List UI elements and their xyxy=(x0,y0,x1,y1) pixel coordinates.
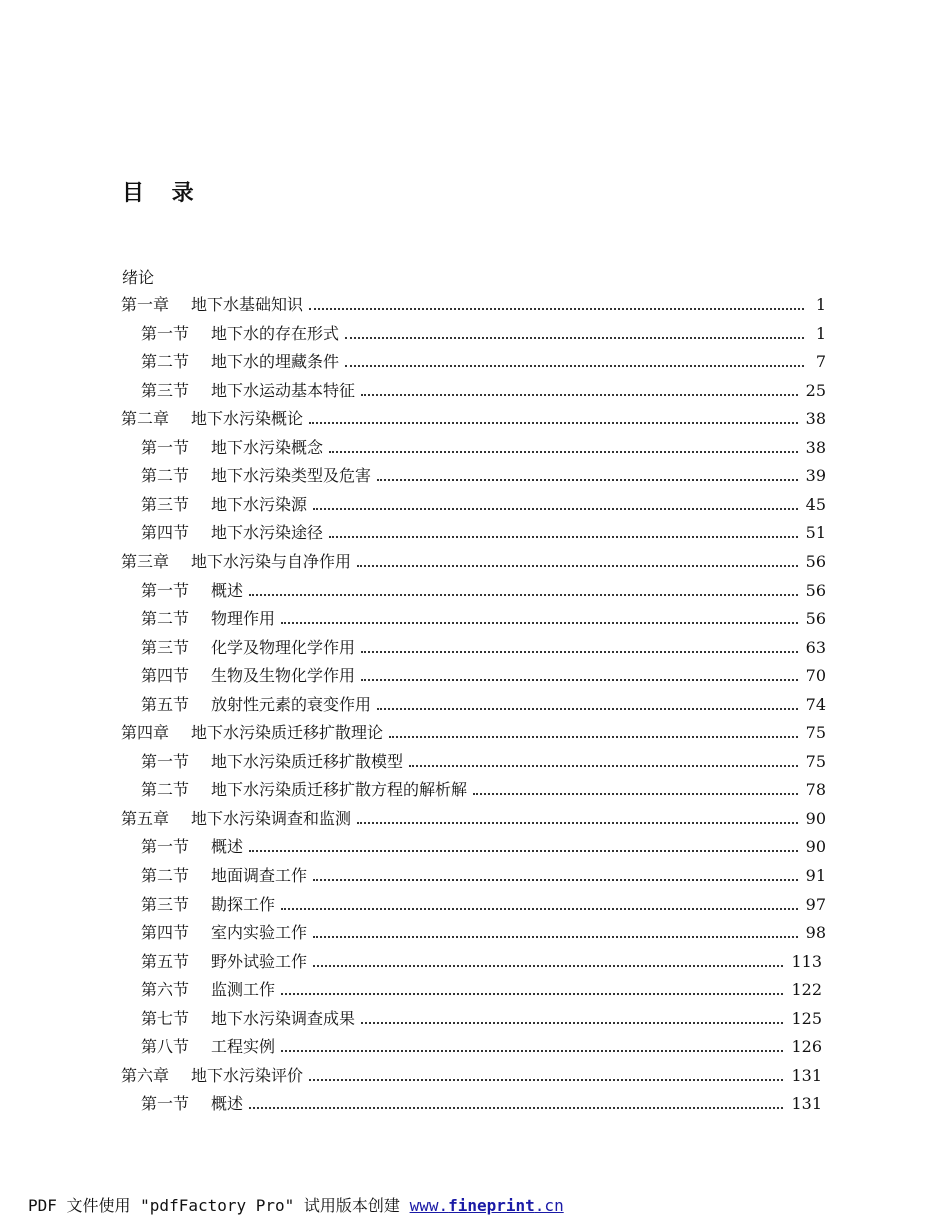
toc-entry-page: 98 xyxy=(805,923,826,943)
toc-leader-dots xyxy=(357,820,798,824)
toc-section-row xyxy=(141,348,826,376)
toc-entry-page: 78 xyxy=(805,780,826,800)
toc-entry-label xyxy=(121,548,351,576)
toc-entry-label xyxy=(141,1033,275,1061)
toc-leader-dots xyxy=(281,991,783,995)
toc-entry-number: 第一节 xyxy=(141,437,190,457)
toc-entry-page: 125 xyxy=(791,1008,822,1028)
page-title: 目 录 xyxy=(122,180,204,206)
toc-section-row xyxy=(141,577,826,605)
toc-leader-dots xyxy=(345,335,804,339)
toc-entry-title: 放射性元素的衰变作用 xyxy=(211,694,372,714)
toc-entry-title: 地下水污染概念 xyxy=(211,437,324,457)
toc-entry-title: 监测工作 xyxy=(211,980,276,1000)
toc-entry-label xyxy=(141,748,403,776)
toc-entry-page: 122 xyxy=(791,980,822,1000)
toc-leader-dots xyxy=(249,848,798,852)
toc-entry-label xyxy=(141,462,371,490)
toc-entry-title: 地下水的埋藏条件 xyxy=(211,352,340,372)
toc-section-row xyxy=(141,976,822,1004)
footer-link-brand: fineprint xyxy=(448,1196,535,1215)
toc-entry-label xyxy=(141,605,275,633)
toc-entry-number: 第一节 xyxy=(141,837,190,857)
toc-entry-number: 第二节 xyxy=(141,352,190,372)
toc-entry-title: 地下水运动基本特征 xyxy=(211,380,356,400)
toc-chapter-row xyxy=(121,805,826,833)
toc-entry-label xyxy=(141,348,339,376)
toc-entry-label xyxy=(141,691,371,719)
toc-section-row xyxy=(141,862,826,890)
toc-entry-number: 第一节 xyxy=(141,323,190,343)
toc-leader-dots xyxy=(361,677,798,681)
toc-entry-title: 概述 xyxy=(211,580,244,600)
toc-leader-dots xyxy=(281,906,798,910)
toc-section-row xyxy=(141,748,826,776)
toc-chapter-row xyxy=(121,548,826,576)
toc-entry-page: 51 xyxy=(805,523,826,543)
toc-entry-number: 第四节 xyxy=(141,666,190,686)
toc-leader-dots xyxy=(249,1105,783,1109)
toc-entry-label xyxy=(141,862,307,890)
toc-leader-dots xyxy=(329,534,798,538)
toc-entry-label xyxy=(121,719,383,747)
toc-entry-title: 化学及物理化学作用 xyxy=(211,637,356,657)
toc-entry-number: 第五节 xyxy=(141,951,190,971)
toc-entry-label xyxy=(121,405,303,433)
toc-entry-label xyxy=(141,891,275,919)
toc-leader-dots xyxy=(329,449,798,453)
toc-entry-title: 地下水污染概论 xyxy=(191,409,304,429)
footer xyxy=(28,1193,564,1216)
toc-entry-title: 地下水污染评价 xyxy=(191,1065,304,1085)
toc-entry-title: 地下水污染质迁移扩散理论 xyxy=(191,723,384,743)
toc-leader-dots xyxy=(377,706,798,710)
toc-leader-dots xyxy=(309,1077,783,1081)
toc-entry-number: 第二节 xyxy=(141,466,190,486)
toc-section-row xyxy=(141,1090,822,1118)
toc-entry-page: 75 xyxy=(805,751,826,771)
toc-section-row xyxy=(141,1005,822,1033)
toc-entry-page: 38 xyxy=(805,437,826,457)
toc-entry-page: 131 xyxy=(791,1094,822,1114)
toc-entry-number: 第一节 xyxy=(141,580,190,600)
toc-entry-page: 45 xyxy=(805,494,826,514)
toc-entry-title: 地下水污染与自净作用 xyxy=(191,551,352,571)
toc-entry-number: 第八节 xyxy=(141,1037,190,1057)
toc-entry-label xyxy=(141,634,355,662)
toc-entry-label xyxy=(121,291,303,319)
toc-entry-page: 63 xyxy=(805,637,826,657)
toc-entry-page: 131 xyxy=(791,1065,822,1085)
toc-entry-number: 第二节 xyxy=(141,780,190,800)
toc-leader-dots xyxy=(309,420,798,424)
toc-leader-dots xyxy=(281,620,798,624)
toc-entry-number: 第三节 xyxy=(141,380,190,400)
toc-section-row xyxy=(141,320,826,348)
toc-entry-number: 第三节 xyxy=(141,894,190,914)
toc-section-row xyxy=(141,605,826,633)
toc-entry-label xyxy=(121,1062,303,1090)
toc-entry-title: 工程实例 xyxy=(211,1037,276,1057)
toc-section-row xyxy=(141,948,822,976)
toc-section-row xyxy=(141,776,826,804)
toc-leader-dots xyxy=(361,392,798,396)
toc-section-row xyxy=(141,833,826,861)
toc-leader-dots xyxy=(249,592,798,596)
toc-entry-page: 113 xyxy=(791,951,822,971)
toc-section-row xyxy=(141,662,826,690)
toc-entry-page: 91 xyxy=(805,866,826,885)
toc-section-row xyxy=(141,634,826,662)
toc-entry-title: 地下水污染调查和监测 xyxy=(191,808,352,828)
toc-entry-page: 126 xyxy=(791,1037,822,1057)
toc-section-row xyxy=(141,891,826,919)
toc-chapter-row xyxy=(121,405,826,433)
toc-entry-label xyxy=(121,805,351,833)
toc-entry-number: 第二节 xyxy=(141,609,190,629)
toc-entry-number: 第五章 xyxy=(121,808,170,828)
toc-entry-number: 第二章 xyxy=(121,409,170,429)
toc-entry-title: 地下水污染类型及危害 xyxy=(211,466,372,486)
toc-entry-page: 70 xyxy=(805,666,826,686)
toc-leader-dots xyxy=(473,791,798,795)
toc-entry-label xyxy=(141,976,275,1004)
toc-entry-label xyxy=(141,519,323,547)
toc-section-row xyxy=(141,919,826,947)
toc-section-row xyxy=(141,1033,822,1061)
toc-entry-page: 97 xyxy=(805,894,826,914)
toc-leader-dots xyxy=(389,734,798,738)
toc-leader-dots xyxy=(313,506,798,510)
toc-entry-page: 90 xyxy=(805,837,826,857)
toc-section-row xyxy=(141,491,826,519)
toc-entry-label xyxy=(141,833,243,861)
toc-entry-label xyxy=(141,434,323,462)
toc-section-row xyxy=(141,519,826,547)
toc-entry-label xyxy=(141,776,467,804)
toc-leader-dots xyxy=(377,477,798,481)
toc-entry-title: 地下水污染途径 xyxy=(211,523,324,543)
toc-entry-title: 生物及生物化学作用 xyxy=(211,666,356,686)
toc-entry-label xyxy=(141,577,243,605)
toc-leader-dots xyxy=(313,963,783,967)
toc-leader-dots xyxy=(313,877,798,881)
toc-entry-title: 地下水的存在形式 xyxy=(211,323,340,343)
footer-link-www: www. xyxy=(409,1196,449,1215)
toc-leader-dots xyxy=(357,563,798,567)
toc-entry-page: 1 xyxy=(815,323,826,343)
toc-entry-number: 第六章 xyxy=(121,1065,170,1085)
toc-entry-page: 39 xyxy=(805,466,826,486)
toc-leader-dots xyxy=(313,934,798,938)
toc-entry-number: 第一章 xyxy=(121,295,170,314)
toc-leader-dots xyxy=(345,363,804,367)
toc-entry-number: 第一节 xyxy=(141,751,190,771)
toc-entry-title: 地下水污染质迁移扩散方程的解析解 xyxy=(211,780,468,800)
toc-section-row xyxy=(141,377,826,405)
toc-entry-label xyxy=(141,919,307,947)
toc-entry-number: 第六节 xyxy=(141,980,190,1000)
toc-entry-page: 90 xyxy=(805,808,826,828)
toc-section-row xyxy=(141,691,826,719)
toc-section-row xyxy=(141,434,826,462)
toc-entry-number: 第七节 xyxy=(141,1008,190,1028)
toc-entry-page: 74 xyxy=(805,694,826,714)
toc-entry-number: 第三节 xyxy=(141,494,190,514)
toc-chapter-row xyxy=(121,291,826,319)
toc-entry-label xyxy=(141,1090,243,1118)
toc-chapter-row xyxy=(121,719,826,747)
toc-entry-title: 室内实验工作 xyxy=(211,923,308,943)
toc-entry-title: 地下水污染源 xyxy=(211,494,308,514)
toc-entry-title: 地下水污染调查成果 xyxy=(211,1008,356,1028)
toc-entry-number: 第四章 xyxy=(121,723,170,743)
toc-leader-dots xyxy=(281,1048,783,1052)
toc-entry-page: 1 xyxy=(815,295,826,314)
toc-entry-title: 地面调查工作 xyxy=(211,866,308,885)
toc-entry-page: 56 xyxy=(805,609,826,629)
toc-entry-page: 38 xyxy=(805,409,826,429)
toc-leader-dots xyxy=(361,649,798,653)
toc-entry-title: 概述 xyxy=(211,837,244,857)
toc-entry-page: 25 xyxy=(805,380,826,400)
toc-entry-label xyxy=(141,491,307,519)
footer-link-tld: .cn xyxy=(534,1196,564,1215)
toc-section-row xyxy=(141,462,826,490)
toc-entry-number: 第三节 xyxy=(141,637,190,657)
toc-entry-label xyxy=(141,1005,355,1033)
toc-entry-label xyxy=(141,948,307,976)
toc-heading-intro: 绪论 xyxy=(122,268,155,287)
toc-entry-number: 第五节 xyxy=(141,694,190,714)
toc-entry-title: 野外试验工作 xyxy=(211,951,308,971)
toc-entry-title: 概述 xyxy=(211,1094,244,1114)
toc-entry-label xyxy=(141,320,339,348)
toc-entry-number: 第四节 xyxy=(141,923,190,943)
toc-leader-dots xyxy=(361,1020,783,1024)
toc-leader-dots xyxy=(409,763,798,767)
toc-entry-number: 第四节 xyxy=(141,523,190,543)
toc-entry-page: 75 xyxy=(805,723,826,743)
toc-chapter-row xyxy=(121,1062,822,1090)
footer-link[interactable] xyxy=(410,1196,564,1215)
footer-text: PDF 文件使用 "pdfFactory Pro" 试用版本创建 xyxy=(28,1196,410,1215)
toc-entry-page: 7 xyxy=(815,352,826,372)
toc-entry-title: 勘探工作 xyxy=(211,894,276,914)
toc-entry-page: 56 xyxy=(805,580,826,600)
toc-entry-title: 地下水污染质迁移扩散模型 xyxy=(211,751,404,771)
toc-entry-number: 第三章 xyxy=(121,551,170,571)
toc-entry-label xyxy=(141,662,355,690)
toc-entry-number: 第一节 xyxy=(141,1094,190,1114)
toc-entry-title: 地下水基础知识 xyxy=(191,295,304,314)
toc-entry-page: 56 xyxy=(805,551,826,571)
toc-leader-dots xyxy=(309,306,804,310)
toc-entry-title: 物理作用 xyxy=(211,609,276,629)
toc-entry-label xyxy=(141,377,355,405)
toc-entry-number: 第二节 xyxy=(141,866,190,885)
